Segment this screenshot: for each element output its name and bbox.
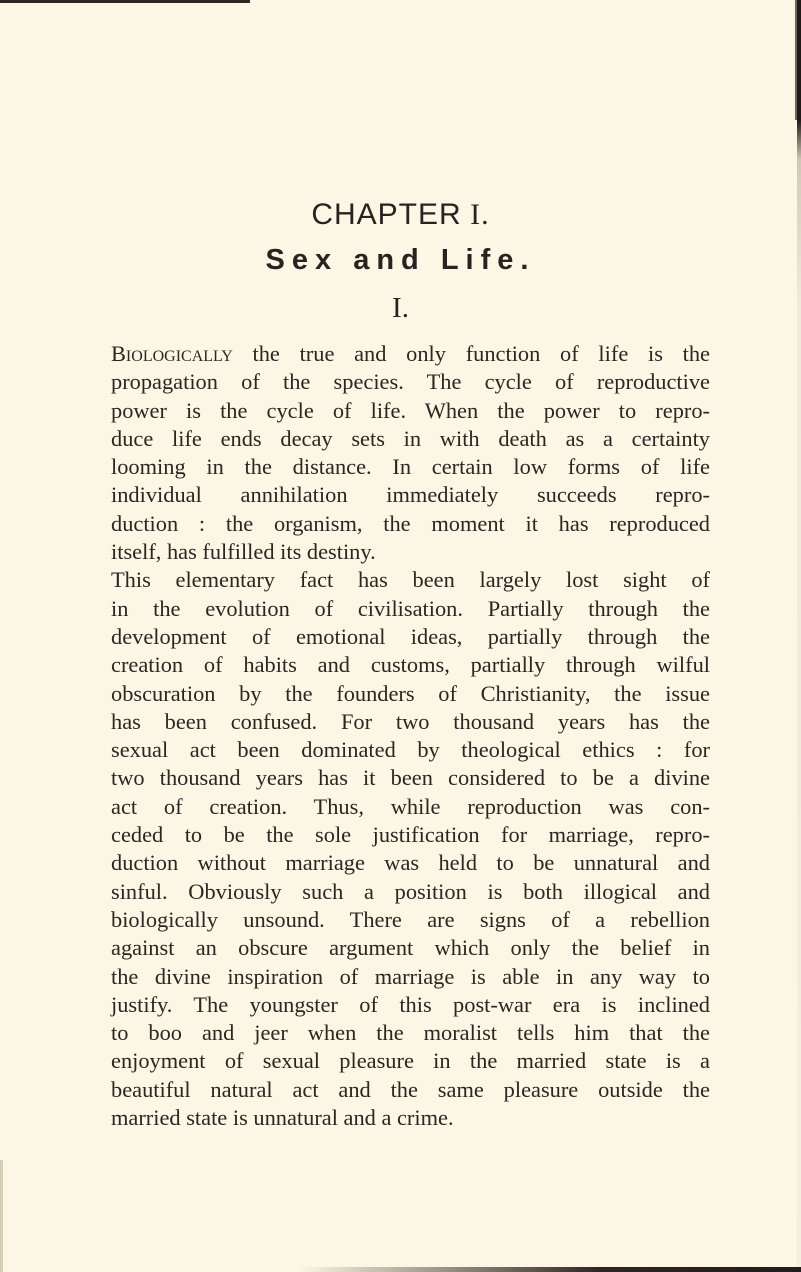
- text-line: individual annihilation immediately succeeds repro-: [111, 482, 710, 508]
- text-line: duction : the organism, the moment it has reproduced: [111, 510, 710, 536]
- text-line: power is the cycle of life. When the power to repro-: [111, 397, 710, 423]
- text-line: in the evolution of civilisation. Partially through the: [111, 595, 710, 621]
- chapter-number: I.: [470, 198, 490, 231]
- text-line: enjoyment of sexual pleasure in the married state is a: [111, 1048, 710, 1074]
- text-line: sinful. Obviously such a position is both illogical and: [111, 878, 710, 904]
- text-line: sexual act been dominated by theological ethics : for: [111, 737, 710, 763]
- text-line: beautiful natural act and the same pleasure outside the: [111, 1076, 710, 1102]
- text-line: against an obscure argument which only the belief in: [111, 935, 710, 961]
- text-line: ceded to be the sole justification for marriage, repro-: [111, 822, 710, 848]
- text-line: has been confused. For two thousand years has the: [111, 708, 710, 734]
- text-line: propagation of the species. The cycle of reproductive: [111, 369, 710, 395]
- text-line: development of emotional ideas, partially through the: [111, 623, 710, 649]
- text-line: itself, has fulfilled its destiny.: [111, 539, 376, 565]
- text-line: married state is unnatural and a crime.: [111, 1105, 454, 1131]
- chapter-title: Sex and Life.: [265, 244, 536, 276]
- scan-edge-right: [797, 0, 801, 1272]
- text-line: biologically unsound. There are signs of a rebellion: [111, 906, 710, 932]
- text-line: justify. The youngster of this post-war era is inclined: [111, 991, 710, 1017]
- chapter-heading: [0, 198, 801, 232]
- body-text: [111, 340, 710, 1132]
- text-line: creation of habits and customs, partially through wilful: [111, 652, 710, 678]
- text-line: obscuration by the founders of Christianity, the issue: [111, 680, 710, 706]
- scan-edge-right-shadow: [795, 0, 797, 120]
- scan-edge-bottom: [300, 1267, 801, 1272]
- text-line: the divine inspiration of marriage is able in any way to: [111, 963, 710, 989]
- text-line: duction without marriage was held to be unnatural and: [111, 850, 710, 876]
- text-line: duce life ends decay sets in with death as a certainty: [111, 425, 710, 451]
- text-line: act of creation. Thus, while reproduction was con-: [111, 793, 710, 819]
- scan-edge-top: [0, 0, 250, 3]
- chapter-label: CHAPTER: [311, 198, 462, 231]
- text-line: two thousand years has it been considered to be a divine: [111, 765, 710, 791]
- section-number: I.: [392, 292, 409, 324]
- text-line: Biologically the true and only function of life is the: [111, 341, 710, 366]
- text-line: This elementary fact has been largely lost sight of: [111, 567, 710, 593]
- text-line: to boo and jeer when the moralist tells him that the: [111, 1020, 710, 1046]
- scan-edge-left: [0, 1160, 3, 1272]
- lead-word: Biologically: [111, 341, 233, 366]
- text-line: looming in the distance. In certain low forms of life: [111, 454, 710, 480]
